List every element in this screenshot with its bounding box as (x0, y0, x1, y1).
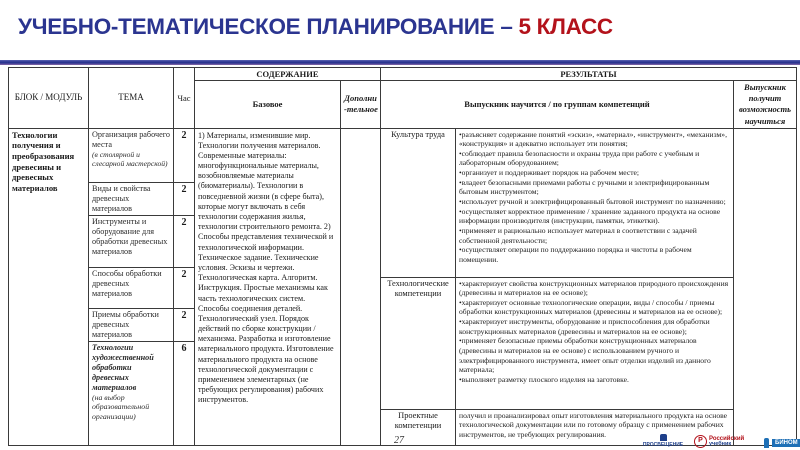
title-grade: 5 КЛАСС (518, 14, 613, 39)
topic-name: Технологии художественной обработки древесных материалов (92, 342, 154, 392)
block-module-cell: Технологии получения и преобразования древесины и древесных материалов (9, 128, 89, 445)
competency-item: •осуществляет операции по поддержанию порядка и чистоты в рабочем помещении. (459, 245, 692, 264)
hours-cell: 6 (174, 341, 195, 445)
competency-item: •разъясняет содержание понятий «эскиз», «материал», «инструмент», «механизм», «конструкция» и адекватно использует эти понятия; (459, 129, 727, 149)
header-topic: ТЕМА (89, 68, 174, 129)
header-content: СОДЕРЖАНИЕ (195, 68, 381, 81)
prosveshchenie-mark-icon (660, 434, 667, 441)
topic-cell: Виды и свойства древесных материалов (89, 182, 174, 215)
header-results-opportunity: Выпускник получит возможность научиться (734, 81, 797, 128)
topic-cell: Инструменты и оборудование для обработки древесных материалов (89, 215, 174, 267)
competency-items (456, 128, 734, 277)
competency-item: •осуществляет корректное применение / хранение заданного продукта на основе информации производителя (инструкции, памятки, этикетки). (459, 206, 721, 226)
topic-cell (89, 341, 174, 445)
title-divider (0, 60, 800, 65)
header-content-base: Базовое (195, 81, 341, 128)
topic-cell: Способы обработки древесных материалов (89, 267, 174, 308)
header-block: БЛОК / МОДУЛЬ (9, 68, 89, 129)
competency-item: •выполняет разметку плоского изделия на заготовке. (459, 374, 629, 384)
topic-note: (на выбор образовательной организации) (92, 392, 150, 421)
header-hours: Час (174, 68, 195, 129)
competency-label: Проектные компетенции (381, 409, 456, 445)
content-base-cell: 1) Материалы, изменившие мир. Технологии получения материалов. Современные материалы: многофункциональные материалы, возобновляемые материалы (биоматериалы). Технологии в повседневной жизни (в сфере быта), которые могут включать в себя технологии содержания жилья, технологии строительного ремонта. 2) Способы представления технической и технологической информации. Техническое задание. Технические условия. Эскизы и чертежи. Технологическая карта. Алгоритм. Инструкция. Простые механизмы как часть технологических систем. Способы соединения деталей. Технологический узел. Порядок действий по сборке конструкции / механизма. Разработка и изготовление материального продукта. Изготовление материального продукта на основе технологической документации с применением элементарных (не требующих регулирования) рабочих инструментов. (195, 128, 341, 445)
competency-item: •соблюдает правила безопасности и охраны труда при работе с учебным и лабораторным оборудованием; (459, 148, 700, 168)
hours-cell: 2 (174, 267, 195, 308)
page-title (18, 14, 613, 40)
competency-item: •применяет и рационально использует материал в соответствии с задачей собственной деятельности; (459, 225, 697, 245)
topic-name: Организация рабочего места (92, 129, 170, 149)
prosveshchenie-logo: ПРОСВЕЩЕНИЕ (640, 434, 686, 448)
header-results-learn: Выпускник научится / по группам компетенций (381, 81, 734, 128)
competency-label: Культура труда (381, 128, 456, 277)
competency-label: Технологические компетенции (381, 277, 456, 409)
hours-cell: 2 (174, 182, 195, 215)
publisher-logos (640, 428, 800, 448)
competency-item: •организует и поддерживает порядок на рабочем месте; (459, 168, 640, 178)
competency-item: •характеризует инструменты, оборудование и приспособления для обработки конструкционных материалов (древесины и материалов на ее основе); (459, 317, 710, 336)
competency-items (456, 277, 734, 409)
header-results: РЕЗУЛЬТАТЫ (381, 68, 797, 81)
hours-cell: 2 (174, 128, 195, 182)
topic-cell (89, 128, 174, 182)
planning-table (8, 67, 797, 446)
competency-item: •владеет безопасными приемами работы с ручными и электрифицированным бытовым инструментом; (459, 177, 710, 197)
competency-item: •использует ручной и электрифицированный бытовой инструмент по назначению; (459, 197, 726, 207)
title-main: УЧЕБНО-ТЕМАТИЧЕСКОЕ ПЛАНИРОВАНИЕ – (18, 14, 519, 39)
page-number: 27 (394, 435, 404, 446)
topic-note: (в столярной и слесарной мастерской) (92, 149, 168, 168)
competency-item: получил и проанализировал опыт изготовления материального продукта на основе технологической документации или по готовому образцу с применением рабочих инструментов, не требующих регулирования. (459, 410, 728, 439)
topic-cell: Приемы обработки древесных материалов (89, 308, 174, 341)
binom-figure-icon (764, 438, 769, 448)
hours-cell: 2 (174, 308, 195, 341)
competency-item: •характеризует свойства конструкционных материалов природного происхождения (древесины и материалов на ее основе); (459, 278, 729, 298)
competency-item: •характеризует основные технологические операции, виды / способы / приемы обработки конструкционных материалов (древесины и материалов на ее основе); (459, 297, 723, 317)
content-extra-cell (341, 128, 381, 445)
ru-circle-icon: Р (694, 435, 707, 448)
opportunity-cell (734, 128, 797, 445)
binom-logo: БИНОМ (764, 438, 800, 448)
hours-cell: 2 (174, 215, 195, 267)
header-content-extra: Дополни -тельное (341, 81, 381, 128)
russian-textbook-logo: Р Российский учебник (694, 435, 756, 448)
competency-item: •применяет безопасные приемы обработки конструкционных материалов (древесины и материалов на ее основе) с использованием ручного и электрифицированного инструмента, имеет опыт отделки изделий из данного материала; (459, 336, 711, 375)
